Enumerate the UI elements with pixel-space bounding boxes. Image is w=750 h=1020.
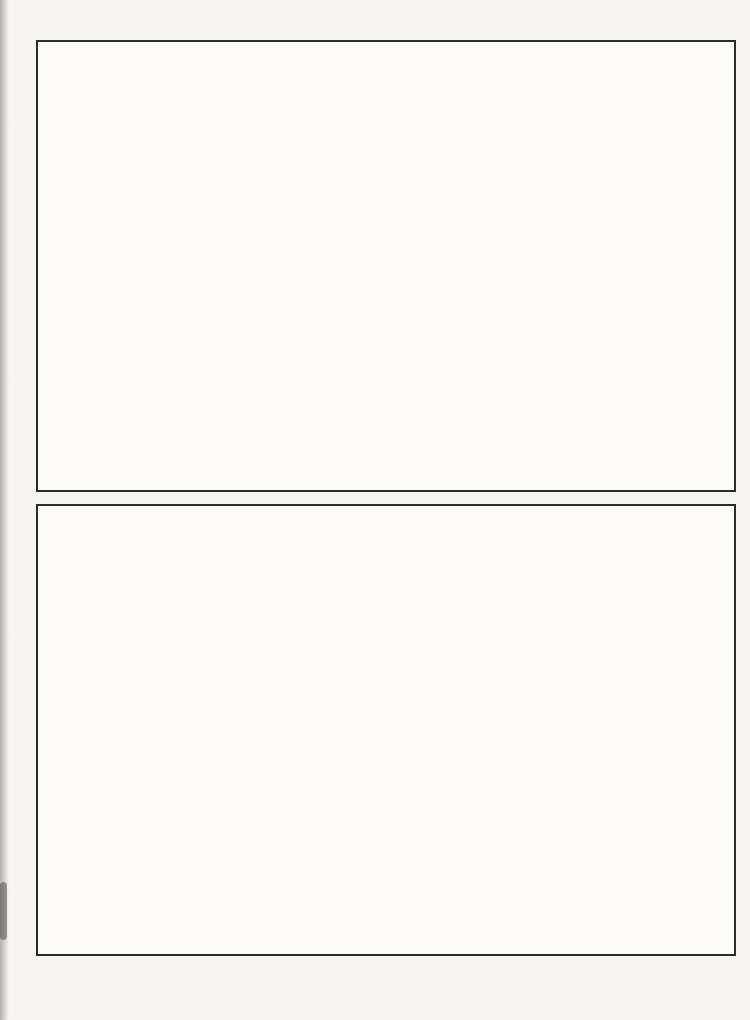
scan-gutter-shadow xyxy=(0,0,9,1020)
bottom-roster-table xyxy=(36,504,736,956)
scan-smudge xyxy=(0,882,7,940)
top-roster-table xyxy=(36,40,736,492)
